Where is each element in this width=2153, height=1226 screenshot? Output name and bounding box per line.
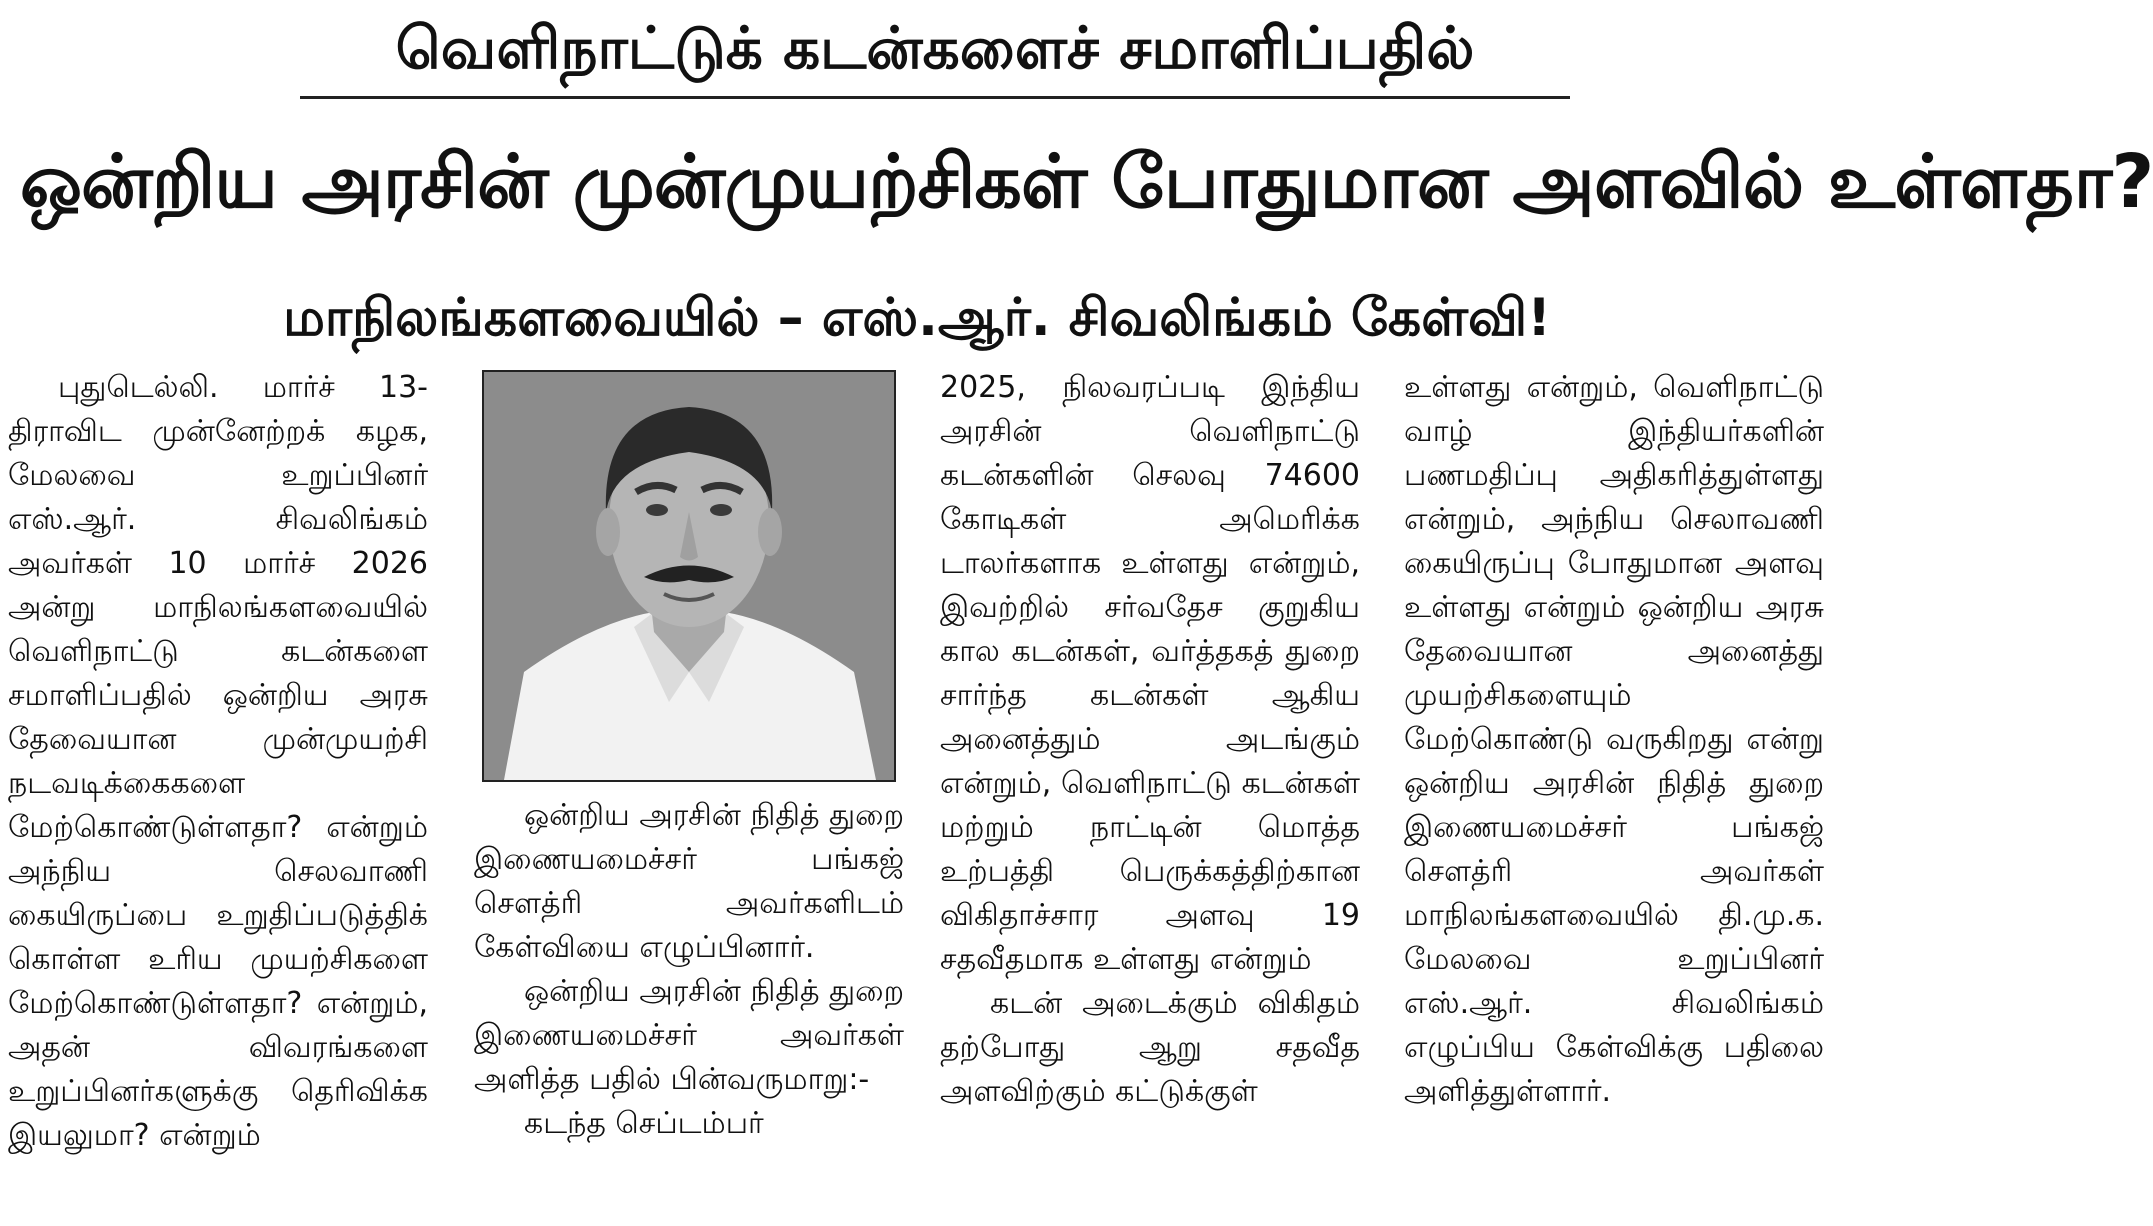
column-1-paragraph: புதுடெல்லி. மார்ச் 13- திராவிட முன்னேற்றக் கழக, மேலவை உறுப்பினர் எஸ்.ஆர். சிவலிங்கம் அவர்கள் 10 மார்ச் 2026 அன்று மாநிலங்களவையில் வெளிநாட்டு கடன்களை சமாளிப்பதில் ஒன்றிய அரசு தேவையான முன்முயற்சி நடவடிக்கைகளை மேற்கொண்டுள்ளதா? என்றும் அந்நிய செலவாணி கையிருப்பை உறுதிப்படுத்திக் கொள்ள உரிய முயற்சிகளை மேற்கொண்டுள்ளதா? என்றும், அதன் விவரங்களை உறுப்பினர்களுக்கு தெரிவிக்க இயலுமா? என்றும் (8, 370, 428, 1153)
column-2-paragraph-3: கடந்த செப்டம்பர் (524, 1106, 764, 1141)
column-2-paragraph-1: ஒன்றிய அரசின் நிதித் துறை இணையமைச்சர் பங்கஜ் சௌத்ரி அவர்களிடம் கேள்வியை எழுப்பினார். (474, 798, 904, 965)
main-headline: ஒன்றிய அரசின் முன்முயற்சிகள் போதுமான அளவில் உள்ளதா? (20, 139, 2153, 225)
article-column-3 (940, 366, 1360, 1226)
kicker-title: வெளிநாட்டுக் கடன்களைச் சமாளிப்பதில் (395, 14, 1475, 82)
column-4-paragraph-1: உள்ளது என்றும், வெளிநாட்டு வாழ் இந்தியர்களின் பணமதிப்பு அதிகரித்துள்ளது என்றும், அந்நிய செலாவணி கையிருப்பு போதுமான அளவு உள்ளது என்றும் ஒன்றிய அரசு தேவையான அனைத்து முயற்சிகளையும் மேற்கொண்டு வருகிறது என்று ஒன்றிய அரசின் நிதித் துறை இணையமைச்சர் பங்கஜ் சௌத்ரி அவர்கள் மாநிலங்களவையில் தி.மு.க. மேலவை உறுப்பினர் எஸ்.ஆர். சிவலிங்கம் எழுப்பிய கேள்விக்கு பதிலை அளித்துள்ளார். (1404, 370, 1824, 1109)
article-column-4 (1404, 366, 1824, 1226)
column-3-paragraph-2: கடன் அடைக்கும் விகிதம் தற்போது ஆறு சதவீத அளவிற்கும் கட்டுக்குள் (940, 986, 1360, 1109)
portrait-photo (482, 370, 896, 782)
article-column-2 (474, 794, 904, 1226)
kicker-underline (300, 96, 1570, 99)
column-3-paragraph-1: 2025, நிலவரப்படி இந்திய அரசின் வெளிநாட்டு கடன்களின் செலவு 74600 கோடிகள் அமெரிக்க டாலர்களாக உள்ளது என்றும், இவற்றில் சர்வதேச குறுகிய கால கடன்கள், வர்த்தகத் துறை சார்ந்த கடன்கள் ஆகிய அனைத்தும் அடங்கும் என்றும், வெளிநாட்டு கடன்கள் மற்றும் நாட்டின் மொத்த உற்பத்தி பெருக்கத்திற்கான விகிதாச்சார அளவு 19 சதவீதமாக உள்ளது என்றும் (940, 370, 1360, 977)
column-2-paragraph-2: ஒன்றிய அரசின் நிதித் துறை இணையமைச்சர் அவர்கள் அளித்த பதில் பின்வருமாறு:- (474, 974, 904, 1097)
sub-headline: மாநிலங்களவையில் – எஸ்.ஆர். சிவலிங்கம் கேள்வி! (283, 288, 1551, 348)
portrait-illustration (484, 372, 894, 780)
article-column-1 (8, 366, 428, 1226)
